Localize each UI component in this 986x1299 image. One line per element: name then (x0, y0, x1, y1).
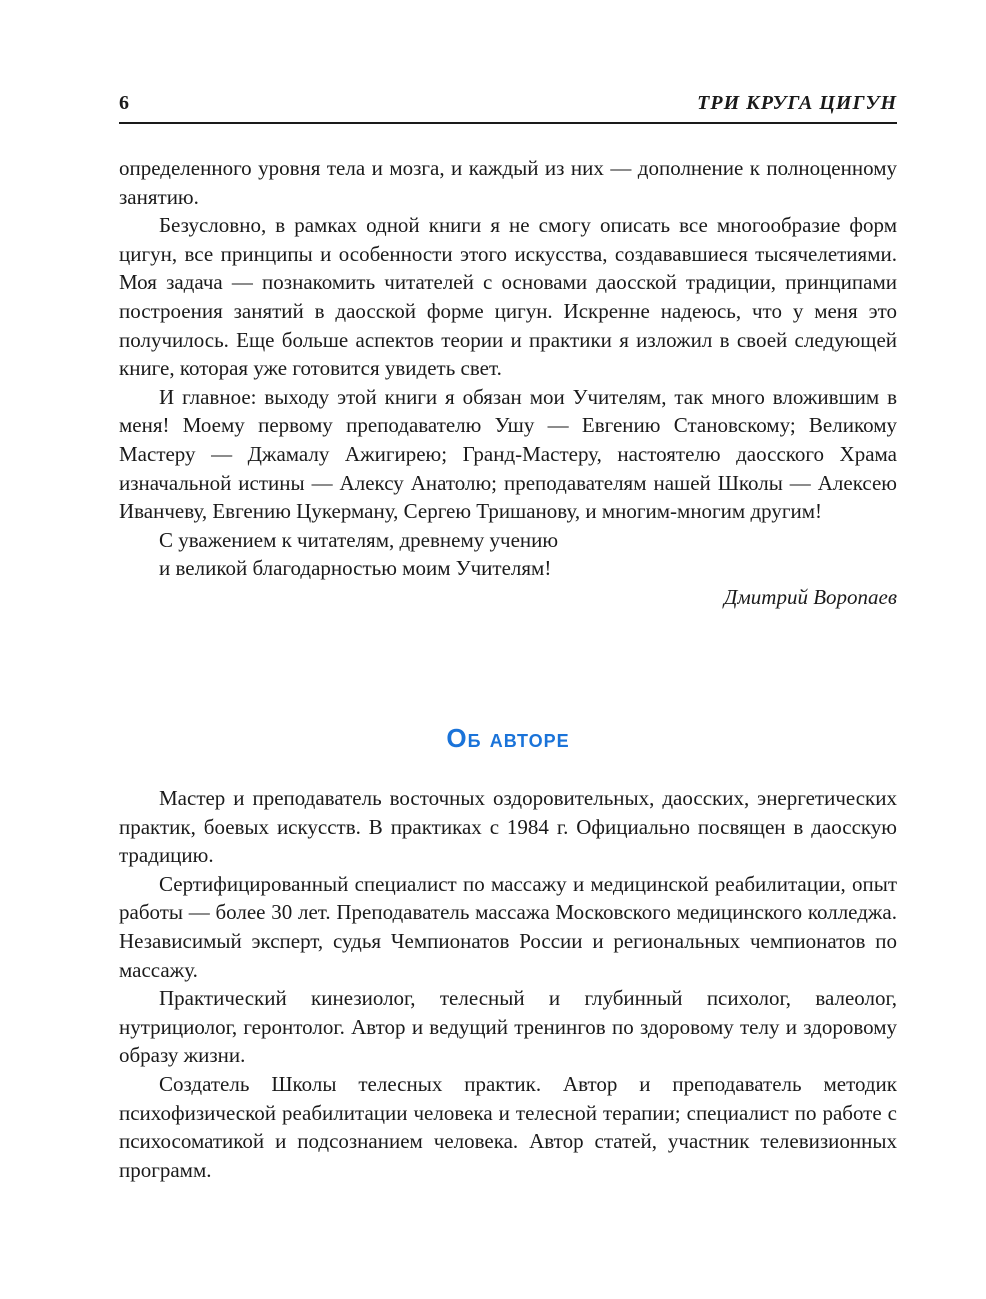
page-number: 6 (119, 92, 129, 114)
about-paragraph: Сертифицированный специалист по массажу и медицинской реабилитации, опыт работы — более 30 лет. Преподаватель массажа Московского медицинского колледжа. Независимый эксперт, судья Чемпионатов России и региональных чемпионатов по массажу. (119, 871, 897, 982)
about-author-text (119, 784, 897, 1184)
preface-paragraph: И главное: выходу этой книги я обязан мои Учителям, так много вложившим в меня! Моему первому преподавателю Ушу — Евгению Становскому; Великому Мастеру — Джамалу Ажигирею; Гранд-Мастеру, настоятелю даосского Храма изначальной истины — Алексу Анатолю; преподавателям нашей Школы — Алексею Иванчеву, Евгению Цукерману, Сергею Тришанову, и многим-многим другим! (119, 384, 897, 524)
preface-continuation: определенного уровня тела и мозга, и каждый из них — дополнение к полноценному занятию. (119, 156, 897, 209)
about-paragraph: Создатель Школы телесных практик. Автор и преподаватель методик психофизической реабилитации человека и телесной терапии; специалист по работе с психосоматикой и подсознанием человека. Автор статей, участник телевизионных программ. (119, 1071, 897, 1182)
author-signature: Дмитрий Воропаев (724, 584, 897, 609)
about-paragraph: Мастер и преподаватель восточных оздоровительных, даосских, энергетических практик, боевых искусств. В практиках с 1984 г. Официально посвящен в даосскую традицию. (119, 786, 897, 868)
preface-paragraph: Безусловно, в рамках одной книги я не смогу описать все многообразие форм цигун, все принципы и особенности этого искусства, создававшиеся тысячелетиями. Моя задача — познакомить читателей с основами даосской традиции, принципами построения занятий в даосской форме цигун. Искренне надеюсь, что у меня это получилось. Еще больше аспектов теории и практики я изложил в своей следующей книге, которая уже готовится увидеть свет. (119, 213, 897, 381)
closing-line: и великой благодарностью моим Учителям! (159, 556, 552, 581)
preface-text (119, 154, 897, 612)
closing-line: С уважением к читателям, древнему учению (159, 527, 559, 552)
running-head (119, 88, 897, 124)
section-heading: Об авторе (446, 723, 570, 753)
book-title: ТРИ КРУГА ЦИГУН (697, 92, 897, 114)
about-paragraph: Практический кинезиолог, телесный и глубинный психолог, валеолог, нутрициолог, геронтолог. Автор и ведущий тренингов по здоровому телу и здоровому образу жизни. (119, 986, 897, 1068)
